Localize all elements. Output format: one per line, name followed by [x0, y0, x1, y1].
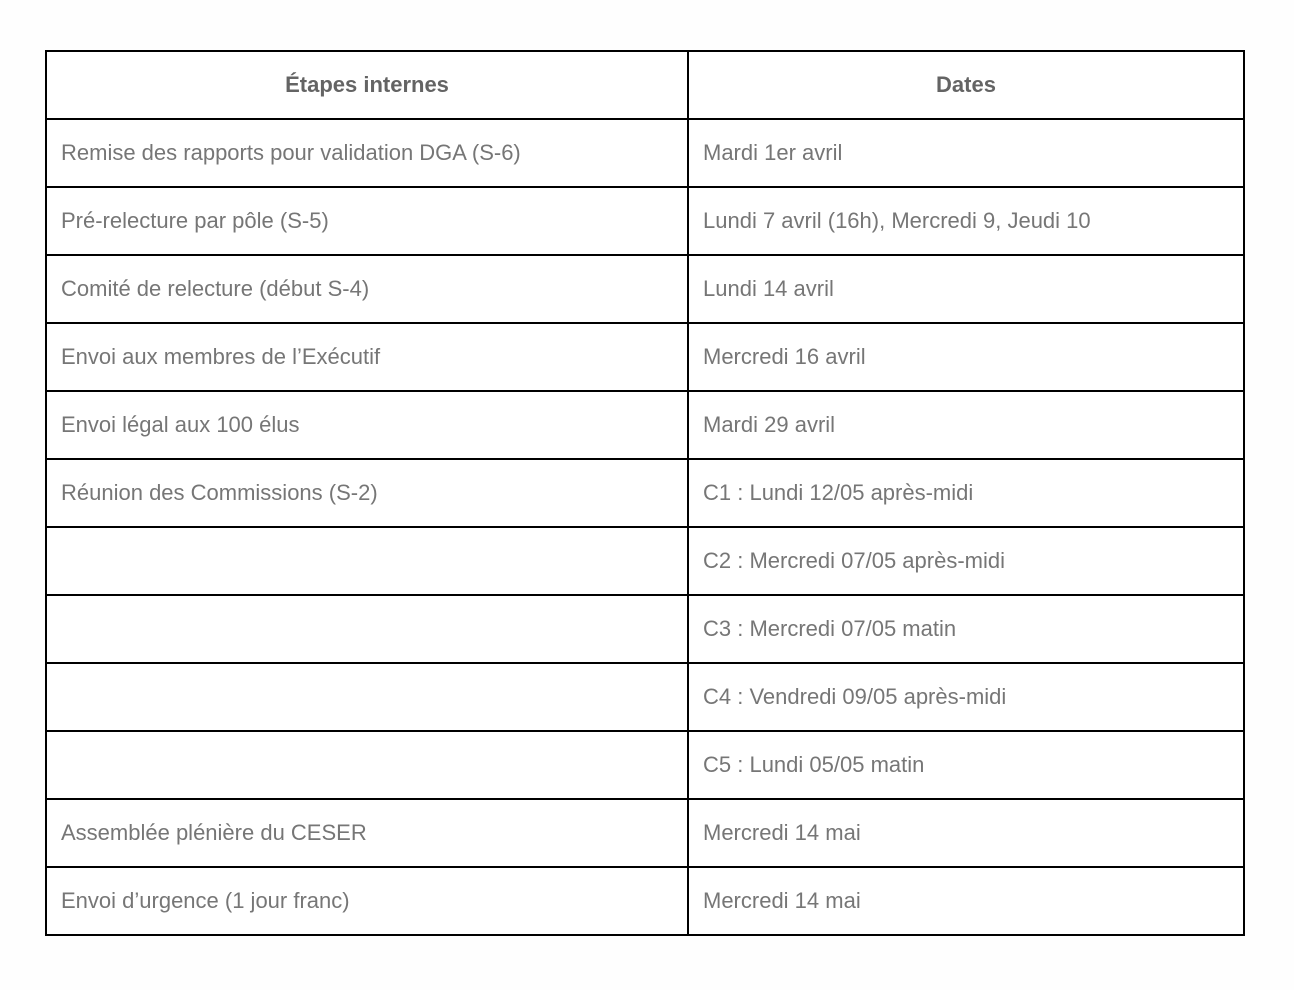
cell-date: Lundi 7 avril (16h), Mercredi 9, Jeudi 10: [688, 187, 1244, 255]
cell-date: C1 : Lundi 12/05 après-midi: [688, 459, 1244, 527]
cell-etape-empty: [46, 595, 688, 663]
cell-etape-empty: [46, 527, 688, 595]
table-row: [46, 731, 1244, 799]
cell-etape: Assemblée plénière du CESER: [46, 799, 688, 867]
table-row: [46, 799, 1244, 867]
cell-date: Mardi 1er avril: [688, 119, 1244, 187]
table-row: [46, 459, 1244, 527]
cell-date: Mercredi 14 mai: [688, 799, 1244, 867]
table-row: [46, 187, 1244, 255]
table-row: [46, 323, 1244, 391]
cell-etape: Envoi d’urgence (1 jour franc): [46, 867, 688, 935]
table-row: [46, 867, 1244, 935]
cell-etape-empty: [46, 663, 688, 731]
table-row: [46, 663, 1244, 731]
cell-etape-empty: [46, 731, 688, 799]
cell-date: Mercredi 14 mai: [688, 867, 1244, 935]
cell-etape: Envoi aux membres de l’Exécutif: [46, 323, 688, 391]
table-row: [46, 391, 1244, 459]
cell-etape: Comité de relecture (début S-4): [46, 255, 688, 323]
cell-date: Lundi 14 avril: [688, 255, 1244, 323]
schedule-table: [45, 50, 1245, 936]
table-row: [46, 595, 1244, 663]
cell-date: C4 : Vendredi 09/05 après-midi: [688, 663, 1244, 731]
cell-date: Mercredi 16 avril: [688, 323, 1244, 391]
cell-date: C2 : Mercredi 07/05 après-midi: [688, 527, 1244, 595]
table-header-row: [46, 51, 1244, 119]
cell-date: Mardi 29 avril: [688, 391, 1244, 459]
header-cell-dates: Dates: [688, 51, 1244, 119]
cell-etape: Pré-relecture par pôle (S-5): [46, 187, 688, 255]
table-row: [46, 119, 1244, 187]
cell-date: C3 : Mercredi 07/05 matin: [688, 595, 1244, 663]
table-row: [46, 255, 1244, 323]
cell-etape: Réunion des Commissions (S-2): [46, 459, 688, 527]
cell-date: C5 : Lundi 05/05 matin: [688, 731, 1244, 799]
header-cell-etapes-internes: Étapes internes: [46, 51, 688, 119]
table-row: [46, 527, 1244, 595]
cell-etape: Remise des rapports pour validation DGA (S-6): [46, 119, 688, 187]
cell-etape: Envoi légal aux 100 élus: [46, 391, 688, 459]
